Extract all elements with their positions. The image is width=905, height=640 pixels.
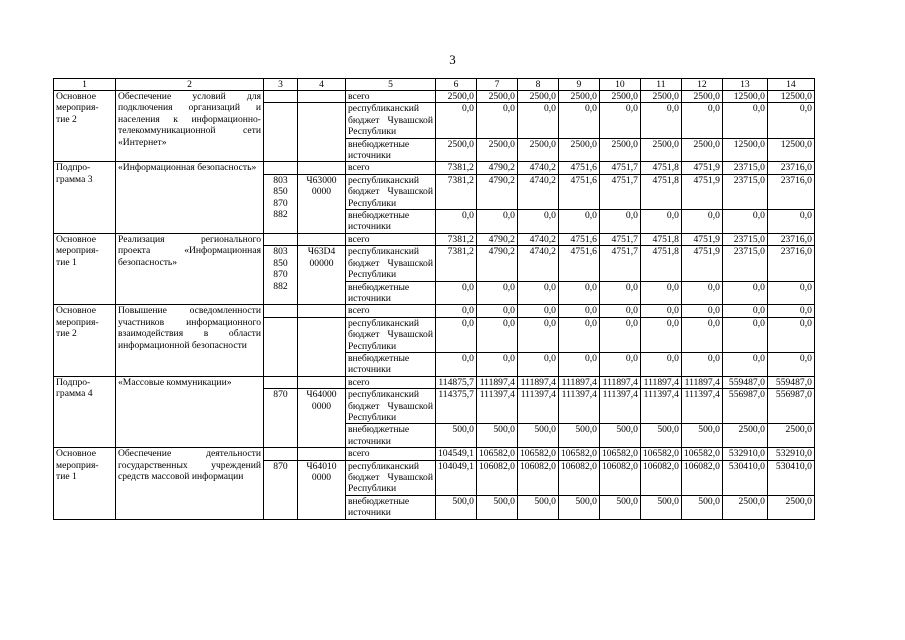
- value-cell: 4740,2: [517, 162, 558, 174]
- grbs-code: 882: [273, 209, 288, 221]
- header-cell: 9: [558, 79, 599, 91]
- value-cell: 106082,0: [476, 460, 517, 495]
- value-cell: 500,0: [640, 495, 681, 519]
- value-cell: 4751,6: [558, 162, 599, 174]
- grbs-code: 803: [273, 174, 288, 186]
- value-cell: 0,0: [558, 103, 599, 138]
- value-cell: 2500,0: [436, 91, 477, 103]
- row-name-cell: Обеспечение условий для подключения организаций и населения к информационно-телекоммуникационной сети «Интернет»: [116, 91, 264, 162]
- funding-source-cell: внебюджетные источники: [346, 210, 436, 234]
- value-cell: 0,0: [436, 103, 477, 138]
- value-cell: 23716,0: [767, 162, 814, 174]
- value-cell: 4751,8: [640, 174, 681, 209]
- value-cell: 7381,2: [436, 162, 477, 174]
- value-cell: 0,0: [599, 210, 640, 234]
- row-type-line: грамма 3: [56, 173, 93, 185]
- value-cell: 500,0: [517, 424, 558, 448]
- value-cell: 106582,0: [476, 448, 517, 460]
- value-cell: 104049,1: [436, 460, 477, 495]
- row-type-line: мероприя-: [56, 245, 99, 257]
- value-cell: 2500,0: [681, 91, 722, 103]
- row-type-line: тие 2: [56, 328, 77, 340]
- table-row: [54, 91, 815, 103]
- row-type-line: мероприя-: [56, 316, 99, 328]
- header-cell: 4: [298, 79, 346, 91]
- value-cell: 500,0: [681, 424, 722, 448]
- value-cell: 4790,2: [476, 162, 517, 174]
- value-cell: 0,0: [558, 210, 599, 234]
- header-cell: 12: [681, 79, 722, 91]
- value-cell: 2500,0: [436, 138, 477, 162]
- funding-source-cell: всего: [346, 305, 436, 317]
- funding-source-cell: республиканский бюджет Чувашской Республики: [346, 103, 436, 138]
- value-cell: 0,0: [640, 352, 681, 376]
- funding-source-cell: республиканский бюджет Чувашской Республики: [346, 174, 436, 209]
- table-row: [54, 233, 815, 245]
- value-cell: 4790,2: [476, 233, 517, 245]
- value-cell: 0,0: [436, 352, 477, 376]
- value-cell: 4751,6: [558, 233, 599, 245]
- value-cell: 0,0: [517, 210, 558, 234]
- value-cell: 2500,0: [722, 495, 767, 519]
- csr-cell: [298, 317, 346, 376]
- header-cell: 14: [767, 79, 814, 91]
- value-cell: 111897,4: [681, 376, 722, 388]
- value-cell: 500,0: [558, 424, 599, 448]
- value-cell: 500,0: [681, 495, 722, 519]
- value-cell: 2500,0: [517, 138, 558, 162]
- value-cell: 0,0: [640, 103, 681, 138]
- value-cell: 106082,0: [558, 460, 599, 495]
- grbs-cell-empty: [264, 305, 298, 317]
- value-cell: 0,0: [681, 352, 722, 376]
- value-cell: 2500,0: [640, 91, 681, 103]
- grbs-code: 850: [273, 186, 288, 198]
- row-name-cell: Обеспечение деятельности государственных учреждений средств массовой информации: [116, 448, 264, 519]
- value-cell: 0,0: [640, 210, 681, 234]
- grbs-cell-empty: [264, 91, 298, 103]
- row-type-line: Основное: [56, 305, 96, 317]
- value-cell: 500,0: [436, 495, 477, 519]
- grbs-code: 870: [273, 460, 288, 472]
- funding-source-cell: республиканский бюджет Чувашской Республики: [346, 317, 436, 352]
- table-row: [54, 305, 815, 317]
- value-cell: 4790,2: [476, 246, 517, 281]
- value-cell: 0,0: [558, 305, 599, 317]
- value-cell: 111397,4: [517, 389, 558, 424]
- value-cell: 23716,0: [767, 233, 814, 245]
- value-cell: 104549,1: [436, 448, 477, 460]
- row-name-cell: Реализация регионального проекта «Информационная безопасность»: [116, 233, 264, 304]
- value-cell: 532910,0: [767, 448, 814, 460]
- value-cell: 530410,0: [722, 460, 767, 495]
- row-type-line: Основное: [56, 448, 96, 460]
- header-cell: 13: [722, 79, 767, 91]
- value-cell: 106082,0: [681, 460, 722, 495]
- value-cell: 500,0: [558, 495, 599, 519]
- value-cell: 0,0: [476, 305, 517, 317]
- value-cell: 111897,4: [558, 376, 599, 388]
- row-type-cell: [54, 448, 116, 519]
- value-cell: 0,0: [599, 305, 640, 317]
- value-cell: 0,0: [517, 281, 558, 305]
- value-cell: 2500,0: [681, 138, 722, 162]
- value-cell: 500,0: [476, 495, 517, 519]
- funding-source-cell: внебюджетные источники: [346, 281, 436, 305]
- row-name-cell: «Массовые коммуникации»: [116, 376, 264, 447]
- row-type-line: Подпро-: [56, 376, 91, 388]
- value-cell: 12500,0: [767, 91, 814, 103]
- value-cell: 2500,0: [476, 91, 517, 103]
- value-cell: 4751,7: [599, 174, 640, 209]
- row-name-cell: «Информационная безопасность»: [116, 162, 264, 233]
- value-cell: 0,0: [599, 317, 640, 352]
- value-cell: 106582,0: [517, 448, 558, 460]
- grbs-cell: [264, 174, 298, 233]
- value-cell: 23716,0: [767, 174, 814, 209]
- value-cell: 4751,8: [640, 246, 681, 281]
- value-cell: 106582,0: [681, 448, 722, 460]
- row-type-line: мероприя-: [56, 102, 99, 114]
- header-cell: 1: [54, 79, 116, 91]
- row-type-line: грамма 4: [56, 388, 93, 400]
- table-body: [54, 79, 815, 520]
- value-cell: 0,0: [517, 317, 558, 352]
- value-cell: 4740,2: [517, 246, 558, 281]
- value-cell: 4751,7: [599, 162, 640, 174]
- csr-cell-empty: [298, 448, 346, 460]
- csr-cell-empty: [298, 91, 346, 103]
- value-cell: 0,0: [558, 352, 599, 376]
- funding-source-cell: всего: [346, 376, 436, 388]
- csr-cell: Ч64010 0000: [298, 460, 346, 519]
- value-cell: 0,0: [767, 317, 814, 352]
- value-cell: 4790,2: [476, 174, 517, 209]
- funding-source-cell: республиканский бюджет Чувашской Республики: [346, 460, 436, 495]
- value-cell: 106582,0: [599, 448, 640, 460]
- row-type-line: тие 1: [56, 471, 77, 482]
- funding-source-cell: внебюджетные источники: [346, 138, 436, 162]
- value-cell: 23715,0: [722, 162, 767, 174]
- value-cell: 7381,2: [436, 246, 477, 281]
- value-cell: 530410,0: [767, 460, 814, 495]
- csr-cell-empty: [298, 376, 346, 388]
- value-cell: 0,0: [599, 352, 640, 376]
- value-cell: 4751,8: [640, 162, 681, 174]
- grbs-cell-empty: [264, 233, 298, 245]
- header-cell: 6: [436, 79, 477, 91]
- value-cell: 4751,7: [599, 233, 640, 245]
- funding-source-cell: внебюджетные источники: [346, 352, 436, 376]
- row-type-line: тие 2: [56, 113, 77, 125]
- value-cell: 2500,0: [599, 91, 640, 103]
- csr-cell: [298, 103, 346, 162]
- value-cell: 0,0: [681, 210, 722, 234]
- table-row: [54, 376, 815, 388]
- funding-source-cell: внебюджетные источники: [346, 424, 436, 448]
- value-cell: 12500,0: [767, 138, 814, 162]
- value-cell: 0,0: [681, 317, 722, 352]
- grbs-cell-empty: [264, 162, 298, 174]
- value-cell: 0,0: [476, 317, 517, 352]
- value-cell: 0,0: [517, 305, 558, 317]
- grbs-cell: [264, 460, 298, 519]
- funding-source-cell: всего: [346, 91, 436, 103]
- header-cell: 3: [264, 79, 298, 91]
- value-cell: 2500,0: [558, 138, 599, 162]
- value-cell: 2500,0: [640, 138, 681, 162]
- csr-cell: Ч63000 0000: [298, 174, 346, 233]
- value-cell: 0,0: [640, 305, 681, 317]
- value-cell: 0,0: [767, 352, 814, 376]
- value-cell: 111397,4: [599, 389, 640, 424]
- value-cell: 7381,2: [436, 233, 477, 245]
- row-type-line: Основное: [56, 91, 96, 102]
- value-cell: 111897,4: [599, 376, 640, 388]
- value-cell: 532910,0: [722, 448, 767, 460]
- value-cell: 111897,4: [476, 376, 517, 388]
- value-cell: 2500,0: [558, 91, 599, 103]
- value-cell: 114375,7: [436, 389, 477, 424]
- value-cell: 0,0: [476, 103, 517, 138]
- value-cell: 12500,0: [722, 91, 767, 103]
- value-cell: 111897,4: [640, 376, 681, 388]
- row-type-line: Основное: [56, 233, 96, 245]
- value-cell: 500,0: [517, 495, 558, 519]
- grbs-code: 870: [273, 197, 288, 209]
- budget-table: [53, 78, 815, 520]
- value-cell: 0,0: [517, 352, 558, 376]
- funding-source-cell: республиканский бюджет Чувашской Республики: [346, 389, 436, 424]
- value-cell: 556987,0: [767, 389, 814, 424]
- value-cell: 111397,4: [558, 389, 599, 424]
- table-row: [54, 448, 815, 460]
- value-cell: 23716,0: [767, 246, 814, 281]
- value-cell: 0,0: [640, 317, 681, 352]
- value-cell: 0,0: [436, 317, 477, 352]
- value-cell: 0,0: [558, 281, 599, 305]
- header-cell: 5: [346, 79, 436, 91]
- value-cell: 0,0: [476, 352, 517, 376]
- value-cell: 111397,4: [640, 389, 681, 424]
- value-cell: 4751,9: [681, 162, 722, 174]
- value-cell: 0,0: [681, 103, 722, 138]
- value-cell: 500,0: [599, 424, 640, 448]
- csr-cell-empty: [298, 233, 346, 245]
- row-type-cell: [54, 91, 116, 162]
- value-cell: 0,0: [599, 281, 640, 305]
- row-type-line: мероприя-: [56, 459, 99, 471]
- value-cell: 2500,0: [767, 495, 814, 519]
- header-cell: 10: [599, 79, 640, 91]
- value-cell: 500,0: [640, 424, 681, 448]
- grbs-code: 803: [273, 246, 288, 258]
- header-cell: 8: [517, 79, 558, 91]
- value-cell: 0,0: [767, 210, 814, 234]
- funding-source-cell: всего: [346, 448, 436, 460]
- page-number: 3: [449, 52, 456, 67]
- value-cell: 559487,0: [767, 376, 814, 388]
- value-cell: 23715,0: [722, 246, 767, 281]
- value-cell: 500,0: [599, 495, 640, 519]
- csr-cell-empty: [298, 162, 346, 174]
- value-cell: 2500,0: [722, 424, 767, 448]
- value-cell: 559487,0: [722, 376, 767, 388]
- value-cell: 4751,6: [558, 246, 599, 281]
- value-cell: 12500,0: [722, 138, 767, 162]
- funding-source-cell: всего: [346, 162, 436, 174]
- value-cell: 556987,0: [722, 389, 767, 424]
- grbs-cell: [264, 389, 298, 448]
- grbs-cell: [264, 246, 298, 305]
- value-cell: 2500,0: [599, 138, 640, 162]
- grbs-cell-empty: [264, 376, 298, 388]
- row-type-cell: [54, 376, 116, 447]
- value-cell: 0,0: [681, 305, 722, 317]
- value-cell: 4740,2: [517, 174, 558, 209]
- value-cell: 0,0: [722, 317, 767, 352]
- value-cell: 500,0: [476, 424, 517, 448]
- value-cell: 106582,0: [558, 448, 599, 460]
- value-cell: 4751,9: [681, 246, 722, 281]
- csr-cell: Ч64000 0000: [298, 389, 346, 448]
- value-cell: 106582,0: [640, 448, 681, 460]
- value-cell: 114875,7: [436, 376, 477, 388]
- table-row: [54, 162, 815, 174]
- funding-source-cell: внебюджетные источники: [346, 495, 436, 519]
- value-cell: 0,0: [722, 210, 767, 234]
- value-cell: 4751,9: [681, 174, 722, 209]
- value-cell: 106082,0: [517, 460, 558, 495]
- value-cell: 0,0: [517, 103, 558, 138]
- funding-source-cell: всего: [346, 233, 436, 245]
- value-cell: 23715,0: [722, 233, 767, 245]
- row-type-line: Подпро-: [56, 162, 91, 174]
- value-cell: 23715,0: [722, 174, 767, 209]
- value-cell: 4751,9: [681, 233, 722, 245]
- value-cell: 0,0: [681, 281, 722, 305]
- funding-source-cell: республиканский бюджет Чувашской Республики: [346, 246, 436, 281]
- value-cell: 111397,4: [681, 389, 722, 424]
- value-cell: 0,0: [436, 210, 477, 234]
- csr-cell: Ч63D4 00000: [298, 246, 346, 305]
- value-cell: 0,0: [767, 305, 814, 317]
- value-cell: 0,0: [558, 317, 599, 352]
- value-cell: 2500,0: [476, 138, 517, 162]
- value-cell: 2500,0: [517, 91, 558, 103]
- row-type-line: тие 1: [56, 256, 77, 268]
- value-cell: 111897,4: [517, 376, 558, 388]
- value-cell: 106082,0: [599, 460, 640, 495]
- row-type-cell: [54, 162, 116, 233]
- value-cell: 0,0: [476, 210, 517, 234]
- value-cell: 0,0: [722, 352, 767, 376]
- value-cell: 0,0: [640, 281, 681, 305]
- value-cell: 0,0: [722, 305, 767, 317]
- value-cell: 111397,4: [476, 389, 517, 424]
- value-cell: 0,0: [722, 103, 767, 138]
- row-type-cell: [54, 305, 116, 376]
- value-cell: 0,0: [767, 281, 814, 305]
- row-name-cell: Повышение осведомленности участников информационного взаимодействия в области информационной безопасности: [116, 305, 264, 376]
- header-row: [54, 79, 815, 91]
- header-cell: 11: [640, 79, 681, 91]
- header-cell: 7: [476, 79, 517, 91]
- value-cell: 4751,6: [558, 174, 599, 209]
- value-cell: 4751,8: [640, 233, 681, 245]
- grbs-code: 850: [273, 257, 288, 269]
- value-cell: 500,0: [436, 424, 477, 448]
- value-cell: 7381,2: [436, 174, 477, 209]
- value-cell: 4740,2: [517, 233, 558, 245]
- value-cell: 106082,0: [640, 460, 681, 495]
- value-cell: 0,0: [436, 281, 477, 305]
- grbs-cell: [264, 317, 298, 376]
- row-type-cell: [54, 233, 116, 304]
- value-cell: 0,0: [767, 103, 814, 138]
- grbs-code: 882: [273, 280, 288, 292]
- value-cell: 2500,0: [767, 424, 814, 448]
- grbs-cell-empty: [264, 448, 298, 460]
- value-cell: 0,0: [476, 281, 517, 305]
- csr-cell-empty: [298, 305, 346, 317]
- header-cell: 2: [116, 79, 264, 91]
- grbs-cell: [264, 103, 298, 162]
- grbs-code: 870: [273, 269, 288, 281]
- value-cell: 4751,7: [599, 246, 640, 281]
- value-cell: 0,0: [722, 281, 767, 305]
- grbs-code: 870: [273, 389, 288, 401]
- value-cell: 0,0: [436, 305, 477, 317]
- value-cell: 0,0: [599, 103, 640, 138]
